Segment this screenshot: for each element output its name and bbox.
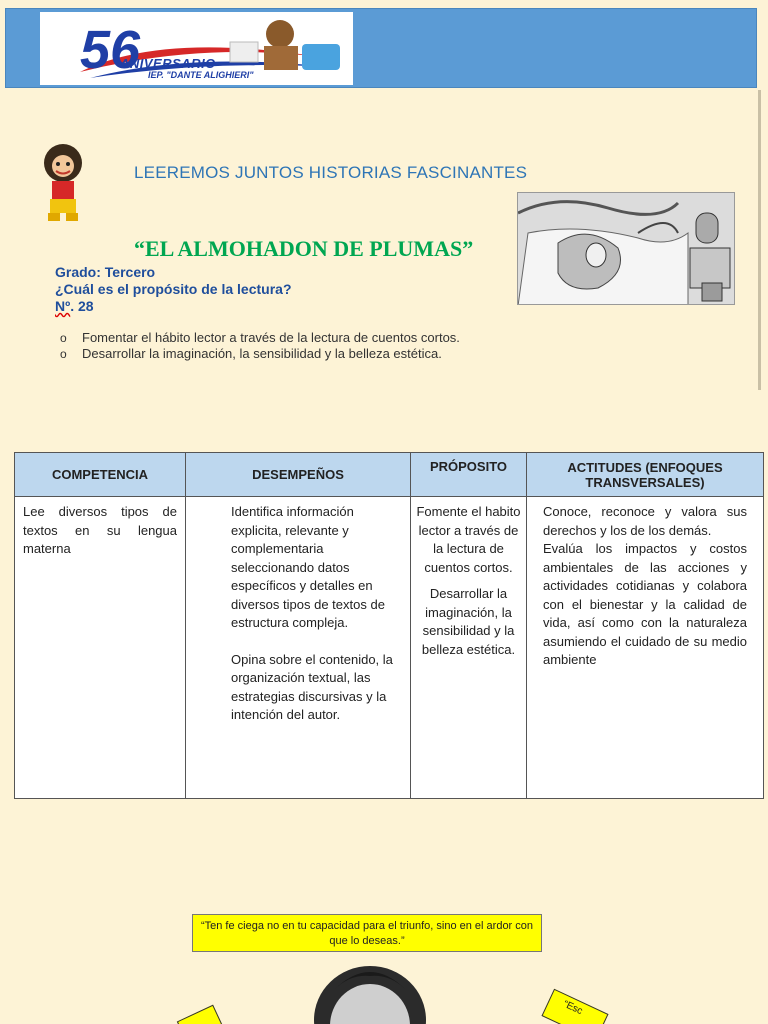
mascot-illustration — [38, 143, 88, 225]
yellow-banner-left — [177, 1005, 223, 1024]
portrait-drawing — [300, 960, 440, 1024]
school-anniversary-logo — [40, 12, 353, 85]
desempeno-item: Opina sobre el contenido, la organización textual, las estrategias discursivas y la intención del autor. — [231, 651, 393, 722]
reading-purpose-question: ¿Cuál es el propósito de la lectura? — [55, 281, 292, 297]
book-title: “EL ALMOHADON DE PLUMAS” — [134, 236, 474, 261]
cell-actitudes — [527, 497, 764, 799]
purpose-item: o Desarrollar la imaginación, la sensibilidad y la belleza estética. — [60, 346, 460, 362]
proposito-item: Fomente el habito lector a través de la lectura de cuentos cortos. — [416, 504, 521, 575]
cell-competencia: Lee diversos tipos de textos en su lengua materna — [15, 497, 186, 799]
logo-text: ANIVERSARIO — [120, 56, 216, 71]
proposito-item: Desarrollar la imaginación, la sensibilidad y la belleza estética. — [421, 586, 516, 657]
header-competencia: COMPETENCIA — [15, 453, 186, 497]
table-row — [15, 497, 764, 799]
header-proposito: PRÓPOSITO — [411, 453, 527, 497]
author-portrait — [300, 960, 440, 1024]
competency-table — [14, 452, 764, 799]
lesson-number-value: . 28 — [70, 298, 94, 314]
header-actitudes: ACTITUDES (ENFOQUES TRANSVERSALES) — [527, 453, 764, 497]
lesson-number-label: Nº — [55, 298, 71, 314]
motivational-quote: “Ten fe ciega no en tu capacidad para el triunfo, sino en el ardor con que lo deseas.” — [192, 914, 542, 952]
purpose-list — [60, 330, 460, 362]
header-band — [5, 8, 757, 88]
grade-label: Grado: Tercero — [55, 264, 156, 280]
purpose-item: o Fomentar el hábito lector a través de la lectura de cuentos cortos. — [60, 330, 460, 346]
logo-subtext: IEP. "DANTE ALIGHIERI" — [148, 70, 254, 80]
sleeping-woman-drawing — [518, 193, 735, 305]
logo-number: 56 — [80, 20, 141, 80]
cell-proposito — [411, 497, 527, 799]
actitud-item: Evalúa los impactos y costos ambientales de las acciones y actividades cotidianas y colabora con el bienestar y la calidad de vida, así como con la naturaleza asumiendo el cuidado de su medio ambiente — [543, 541, 747, 667]
table-header-row — [15, 453, 764, 497]
page-edge — [758, 90, 761, 390]
main-title: LEEREMOS JUNTOS HISTORIAS FASCINANTES — [134, 163, 528, 182]
story-illustration — [517, 192, 735, 305]
desempeno-item: Identifica información explicita, relevante y complementaria seleccionando datos específicos y detalles en diversos tipos de textos de estructura compleja. — [231, 504, 385, 630]
header-desempenos: DESEMPEÑOS — [186, 453, 411, 497]
lesson-number — [55, 298, 94, 314]
cell-desempenos — [186, 497, 411, 799]
actitud-item: Conoce, reconoce y valora sus derechos y los de los demás. — [543, 504, 747, 538]
yellow-banner-right: “Esc — [541, 989, 608, 1024]
